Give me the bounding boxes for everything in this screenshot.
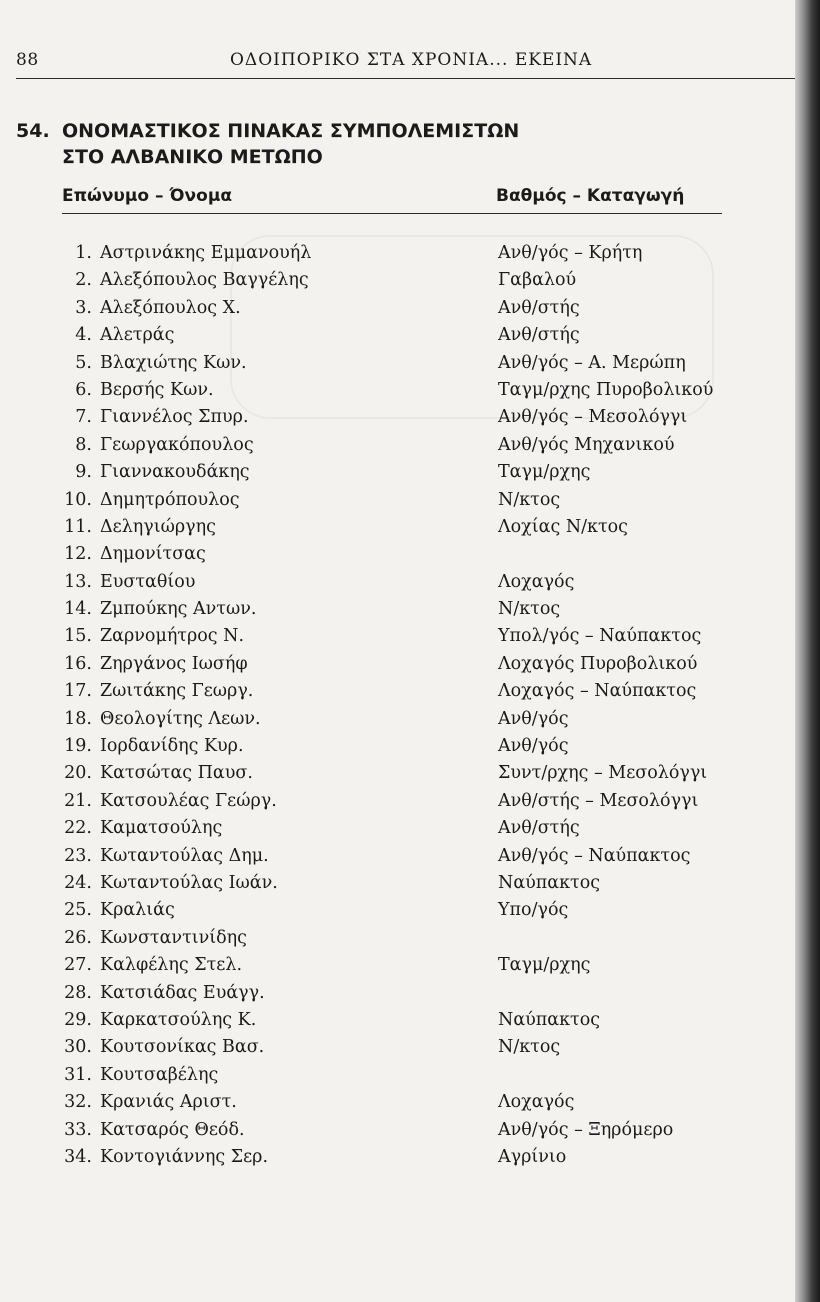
- row-number: 20.: [64, 763, 92, 784]
- row-number: 24.: [64, 872, 92, 893]
- row-rank: Ανθ/στής – Μεσολόγγι: [498, 790, 699, 811]
- row-number: 21.: [64, 790, 92, 811]
- column-header-name: Επώνυμο – Όνομα: [62, 186, 233, 206]
- list-item: [62, 1037, 762, 1064]
- row-number: 29.: [64, 1009, 92, 1030]
- row-rank: Υπολ/γός – Ναύπακτος: [498, 626, 702, 647]
- row-rank: Ανθ/γός – Α. Μερώπη: [498, 352, 686, 373]
- row-number: 33.: [64, 1119, 92, 1140]
- row-name: Αλεξόπουλος Χ.: [100, 297, 241, 318]
- row-name: Καλφέλης Στελ.: [100, 955, 243, 976]
- row-rank: Ανθ/στής: [498, 818, 580, 839]
- row-number: 11.: [64, 516, 92, 537]
- list-item: [62, 626, 762, 653]
- row-rank: Λοχαγός Πυροβολικού: [498, 653, 698, 674]
- list-item: [62, 928, 762, 955]
- veterans-list: [62, 243, 762, 1174]
- row-number: 4.: [75, 325, 92, 346]
- section-title-line-1: [16, 118, 519, 144]
- row-name: Γεωργακόπουλος: [100, 434, 254, 455]
- row-number: 30.: [64, 1037, 92, 1058]
- list-item: [62, 544, 762, 571]
- row-name: Κατσαρός Θεόδ.: [100, 1119, 245, 1140]
- row-number: 2.: [75, 270, 92, 291]
- list-item: [62, 490, 762, 517]
- row-name: Ζηργάνος Ιωσήφ: [100, 653, 248, 674]
- section-title: [16, 118, 519, 170]
- row-name: Ευσταθίου: [100, 571, 196, 592]
- row-rank: Συντ/ρχης – Μεσολόγγι: [498, 763, 708, 784]
- row-rank: Ν/κτος: [498, 599, 561, 620]
- row-name: Κουτσονίκας Βασ.: [100, 1037, 265, 1058]
- list-item: [62, 1065, 762, 1092]
- list-item: [62, 270, 762, 297]
- list-item: [62, 736, 762, 763]
- row-name: Κωταντούλας Ιωάν.: [100, 872, 278, 893]
- row-number: 6.: [75, 379, 92, 400]
- row-rank: Λοχαγός – Ναύπακτος: [498, 681, 697, 702]
- row-name: Κρανιάς Αριστ.: [100, 1092, 237, 1113]
- row-rank: Λοχίας Ν/κτος: [498, 516, 628, 537]
- row-number: 22.: [64, 818, 92, 839]
- list-item: [62, 1092, 762, 1119]
- row-rank: Γαβαλού: [498, 270, 577, 291]
- list-item: [62, 1010, 762, 1037]
- list-item: [62, 681, 762, 708]
- row-number: 34.: [64, 1146, 92, 1167]
- row-rank: Ταγμ/ρχης: [498, 955, 591, 976]
- row-name: Κοντογιάννης Σερ.: [100, 1146, 269, 1167]
- row-rank: Ανθ/γός: [498, 736, 569, 757]
- section-title-text-2: ΣΤΟ ΑΛΒΑΝΙΚΟ ΜΕΤΩΠΟ: [62, 146, 323, 168]
- row-rank: Λοχαγός: [498, 1092, 575, 1113]
- row-name: Δημονίτσας: [100, 544, 206, 565]
- list-item: [62, 900, 762, 927]
- page-number: 88: [16, 50, 39, 70]
- running-header: [16, 50, 802, 79]
- row-name: Κατσουλέας Γεώργ.: [100, 790, 277, 811]
- list-item: [62, 435, 762, 462]
- row-name: Ζωιτάκης Γεωργ.: [100, 681, 254, 702]
- row-rank: Ταγμ/ρχης Πυροβολικού: [498, 379, 714, 400]
- list-item: [62, 1147, 762, 1174]
- row-number: 16.: [64, 653, 92, 674]
- list-item: [62, 407, 762, 434]
- row-rank: Ναύπακτος: [498, 872, 601, 893]
- column-header-rank: Βαθμός – Καταγωγή: [496, 186, 685, 206]
- row-name: Βλαχιώτης Κων.: [100, 352, 247, 373]
- section-title-text-1: ΟΝΟΜΑΣΤΙΚΟΣ ΠΙΝΑΚΑΣ ΣΥΜΠΟΛΕΜΙΣΤΩΝ: [62, 120, 520, 142]
- row-number: 12.: [64, 544, 92, 565]
- row-name: Κωνσταντινίδης: [100, 927, 247, 948]
- row-name: Καματσούλης: [100, 818, 223, 839]
- row-number: 14.: [64, 599, 92, 620]
- table-header: [62, 183, 722, 214]
- row-rank: Ανθ/γός – Ναύπακτος: [498, 845, 691, 866]
- list-item: [62, 298, 762, 325]
- list-item: [62, 709, 762, 736]
- row-number: 15.: [64, 626, 92, 647]
- list-item: [62, 818, 762, 845]
- row-number: 18.: [64, 708, 92, 729]
- list-item: [62, 353, 762, 380]
- row-name: Κραλιάς: [100, 900, 175, 921]
- row-name: Ζμπούκης Αντων.: [100, 599, 257, 620]
- row-name: Κατσώτας Παυσ.: [100, 763, 253, 784]
- row-number: 32.: [64, 1092, 92, 1113]
- row-number: 17.: [64, 681, 92, 702]
- list-item: [62, 462, 762, 489]
- row-rank: Ανθ/γός – Κρήτη: [498, 243, 643, 263]
- row-name: Αλετράς: [100, 325, 175, 346]
- row-name: Ζαρνομήτρος Ν.: [100, 626, 245, 647]
- row-rank: Λοχαγός: [498, 571, 575, 592]
- row-number: 10.: [64, 489, 92, 510]
- row-name: Θεολογίτης Λεων.: [100, 708, 261, 729]
- row-number: 31.: [64, 1064, 92, 1085]
- row-name: Κατσιάδας Ευάγγ.: [100, 982, 265, 1003]
- row-number: 13.: [64, 571, 92, 592]
- row-rank: Ν/κτος: [498, 1037, 561, 1058]
- row-number: 3.: [75, 297, 92, 318]
- row-name: Δεληγιώργης: [100, 516, 216, 537]
- list-item: [62, 791, 762, 818]
- section-number: 54.: [16, 120, 50, 142]
- row-number: 1.: [75, 243, 92, 263]
- row-number: 5.: [75, 352, 92, 373]
- list-item: [62, 654, 762, 681]
- row-name: Καρκατσούλης Κ.: [100, 1009, 257, 1030]
- list-item: [62, 983, 762, 1010]
- list-item: [62, 599, 762, 626]
- row-rank: Ανθ/γός – Μεσολόγγι: [498, 407, 688, 428]
- list-item: [62, 572, 762, 599]
- list-item: [62, 873, 762, 900]
- row-number: 27.: [64, 955, 92, 976]
- row-number: 19.: [64, 736, 92, 757]
- list-item: [62, 955, 762, 982]
- row-rank: Ανθ/γός: [498, 708, 569, 729]
- list-item: [62, 325, 762, 352]
- row-name: Αλεξόπουλος Βαγγέλης: [100, 270, 309, 291]
- list-item: [62, 243, 762, 270]
- row-rank: Ανθ/γός – Ξηρόμερο: [498, 1119, 674, 1140]
- row-rank: Ν/κτος: [498, 489, 561, 510]
- row-number: 8.: [75, 434, 92, 455]
- row-name: Ιορδανίδης Κυρ.: [100, 736, 244, 757]
- row-name: Κουτσαβέλης: [100, 1064, 219, 1085]
- row-rank: Ανθ/γός Μηχανικού: [498, 434, 675, 455]
- row-name: Κωταντούλας Δημ.: [100, 845, 269, 866]
- row-number: 7.: [75, 407, 92, 428]
- row-rank: Υπο/γός: [498, 900, 569, 921]
- row-number: 26.: [64, 927, 92, 948]
- row-number: 23.: [64, 845, 92, 866]
- list-item: [62, 380, 762, 407]
- list-item: [62, 1120, 762, 1147]
- running-title: ΟΔΟΙΠΟΡΙΚΟ ΣΤΑ ΧΡΟΝΙΑ... ΕΚΕΙΝΑ: [230, 50, 593, 70]
- row-rank: Ταγμ/ρχης: [498, 462, 591, 483]
- row-number: 9.: [75, 462, 92, 483]
- row-number: 28.: [64, 982, 92, 1003]
- row-rank: Ναύπακτος: [498, 1009, 601, 1030]
- book-edge-shadow: [795, 0, 820, 1302]
- row-name: Βερσής Κων.: [100, 379, 214, 400]
- row-number: 25.: [64, 900, 92, 921]
- row-name: Δημητρόπουλος: [100, 489, 240, 510]
- list-item: [62, 517, 762, 544]
- row-name: Αστρινάκης Εμμανουήλ: [100, 243, 312, 263]
- row-name: Γιαννέλος Σπυρ.: [100, 407, 249, 428]
- row-rank: Ανθ/στής: [498, 297, 580, 318]
- list-item: [62, 763, 762, 790]
- row-name: Γιαννακουδάκης: [100, 462, 250, 483]
- row-rank: Ανθ/στής: [498, 325, 580, 346]
- row-rank: Αγρίνιο: [498, 1146, 567, 1167]
- list-item: [62, 846, 762, 873]
